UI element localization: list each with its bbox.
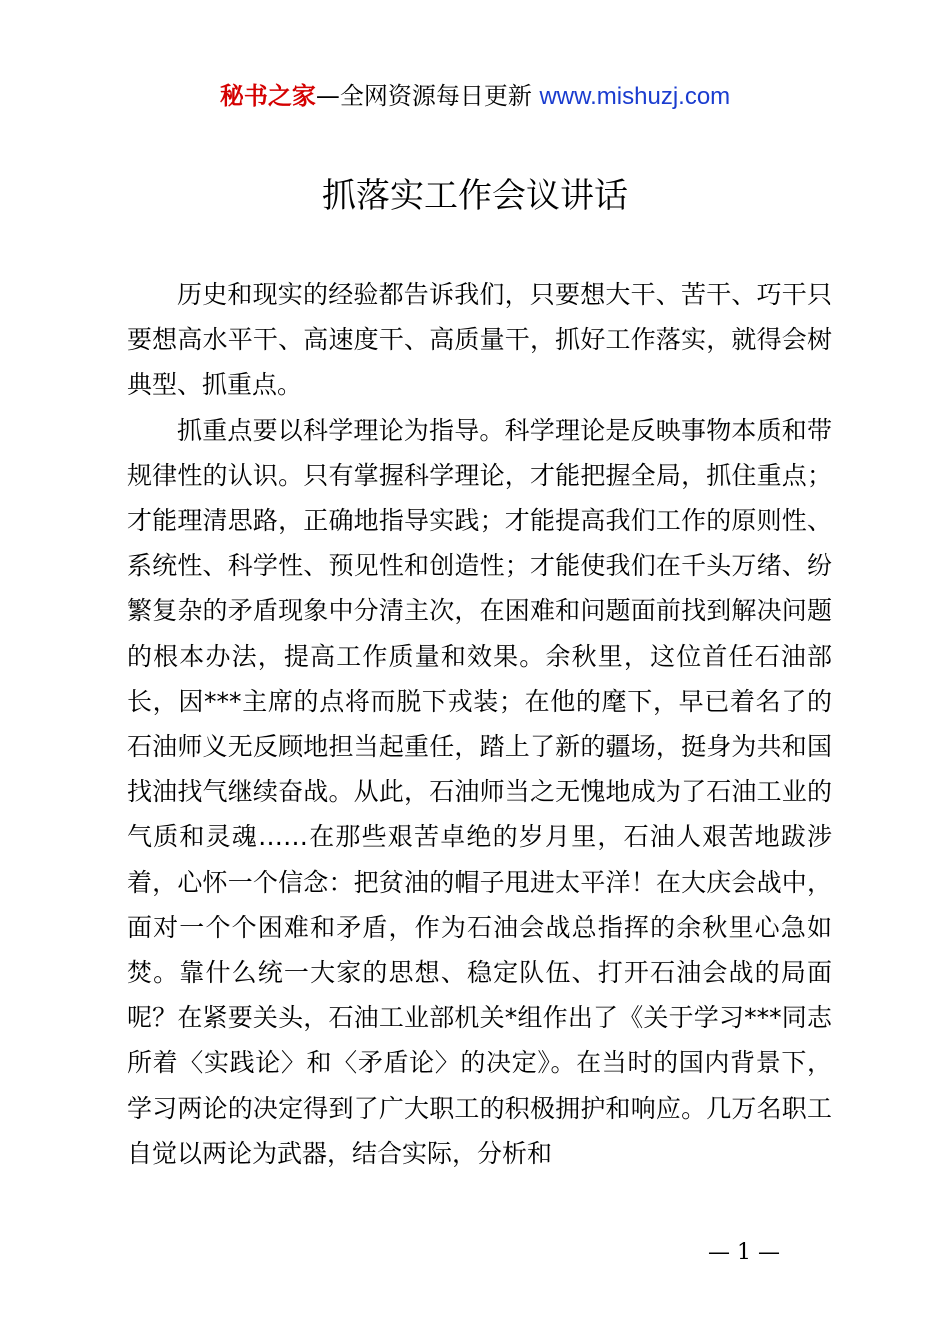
document-body bbox=[127, 272, 832, 1176]
document-title: 抓落实工作会议讲话 bbox=[322, 176, 628, 216]
site-brand: 秘书之家 bbox=[219, 82, 316, 110]
page-number: — 1 — bbox=[708, 1240, 780, 1265]
site-tagline: —全网资源每日更新 bbox=[315, 82, 532, 110]
site-url-link[interactable]: www.mishuzj.com bbox=[539, 83, 731, 110]
site-header bbox=[0, 80, 950, 113]
paragraph-2: 抓重点要以科学理论为指导。科学理论是反映事物本质和带规律性的认识。只有掌握科学理论，才能把握全局，抓住重点；才能理清思路，正确地指导实践；才能提高我们工作的原则性、系统性、科学性、预见性和创造性；才能使我们在千头万绪、纷繁复杂的矛盾现象中分清主次，在困难和问题面前找到解决问题的根本办法，提高工作质量和效果。余秋里，这位首任石油部长，因***主席的点将而脱下戎装；在他的麾下，早已着名了的石油师义无反顾地担当起重任，踏上了新的疆场，挺身为共和国找油找气继续奋战。从此，石油师当之无愧地成为了石油工业的气质和灵魂……在那些艰苦卓绝的岁月里，石油人艰苦地跋涉着，心怀一个信念：把贫油的帽子甩进太平洋！在大庆会战中，面对一个个困难和矛盾，作为石油会战总指挥的余秋里心急如焚。靠什么统一大家的思想、稳定队伍、打开石油会战的局面呢？在紧要关头，石油工业部机关*组作出了《关于学习***同志所着〈实践论〉和〈矛盾论〉的决定》。在当时的国内背景下，学习两论的决定得到了广大职工的积极拥护和响应。几万名职工自觉以两论为武器，结合实际，分析和 bbox=[127, 415, 832, 1168]
paragraph-1: 历史和现实的经验都告诉我们，只要想大干、苦干、巧干只要想高水平干、高速度干、高质量干，抓好工作落实，就得会树典型、抓重点。 bbox=[127, 280, 832, 400]
